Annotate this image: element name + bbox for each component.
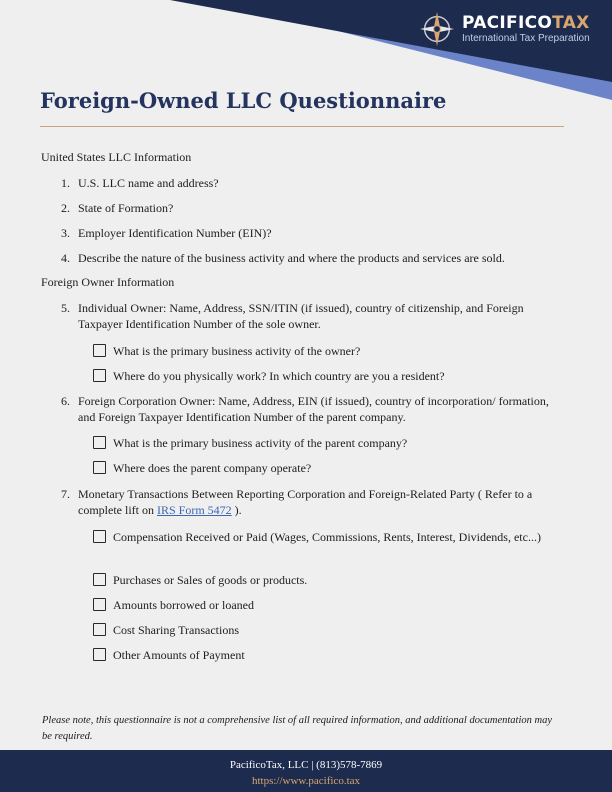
checkbox[interactable] xyxy=(93,598,106,611)
question-text: Foreign Corporation Owner: Name, Address, EIN (if issued), country of incorporation/ formation, and Foreign Taxpayer Identification Number of the parent company. xyxy=(78,394,549,424)
checkbox[interactable] xyxy=(93,648,106,661)
checkbox-label: Where do you physically work? In which country are you a resident? xyxy=(113,369,445,383)
checkbox-label: Other Amounts of Payment xyxy=(113,648,245,662)
question-text: Employer Identification Number (EIN)? xyxy=(78,226,272,240)
question-number: 3. xyxy=(61,226,70,240)
brand-name: PACIFICOTAX xyxy=(462,12,590,33)
section-heading-foreign-owner: Foreign Owner Information xyxy=(41,275,175,289)
checkbox-label: Amounts borrowed or loaned xyxy=(113,598,254,612)
question-text: Individual Owner: Name, Address, SSN/ITIN (if issued), country of citizenship, and Foreign Taxpayer Identification Number of the sole owner. xyxy=(78,301,524,331)
question-number: 2. xyxy=(61,201,70,215)
question-text: Monetary Transactions Between Reporting Corporation and Foreign-Related Party ( Refer to a complete lift on IRS Form 5472 ). xyxy=(78,487,533,517)
section-heading-us-llc: United States LLC Information xyxy=(41,150,192,164)
disclaimer-note: Please note, this questionnaire is not a comprehensive list of all required information, and additional documentation may be required. xyxy=(42,715,552,742)
checkbox[interactable] xyxy=(93,344,106,357)
question-number: 6. xyxy=(61,394,70,408)
checkbox[interactable] xyxy=(93,623,106,636)
question-text: U.S. LLC name and address? xyxy=(78,176,219,190)
checkbox[interactable] xyxy=(93,436,106,449)
question-number: 5. xyxy=(61,301,70,315)
checkbox-label: Purchases or Sales of goods or products. xyxy=(113,573,308,587)
brand-tagline: International Tax Preparation xyxy=(462,32,590,44)
question-text: State of Formation? xyxy=(78,201,174,215)
checkbox[interactable] xyxy=(93,573,106,586)
compass-rose-icon xyxy=(418,10,456,48)
checkbox-label: Cost Sharing Transactions xyxy=(113,623,240,637)
question-number: 7. xyxy=(61,487,70,501)
checkbox[interactable] xyxy=(93,530,106,543)
checkbox-label: Compensation Received or Paid (Wages, Commissions, Rents, Interest, Dividends, etc...) xyxy=(113,530,541,544)
question-number: 1. xyxy=(61,176,70,190)
irs-form-5472-link[interactable]: IRS Form 5472 xyxy=(156,503,232,517)
checkbox-label: Where does the parent company operate? xyxy=(113,461,312,475)
checkbox[interactable] xyxy=(93,461,106,474)
title-divider xyxy=(40,126,564,127)
question-text: Describe the nature of the business activity and where the products and services are sold. xyxy=(78,251,505,265)
page-footer xyxy=(0,750,612,792)
checkbox-label: What is the primary business activity of the owner? xyxy=(113,344,361,358)
brand-logo xyxy=(418,10,590,48)
footer-website-link[interactable]: https://www.pacifico.tax xyxy=(251,775,361,787)
checkbox-label: What is the primary business activity of the parent company? xyxy=(113,436,408,450)
checkbox[interactable] xyxy=(93,369,106,382)
question-number: 4. xyxy=(61,251,70,265)
page-title: Foreign-Owned LLC Questionnaire xyxy=(40,88,447,113)
footer-contact: PacificoTax, LLC | (813)578-7869 xyxy=(229,759,383,771)
